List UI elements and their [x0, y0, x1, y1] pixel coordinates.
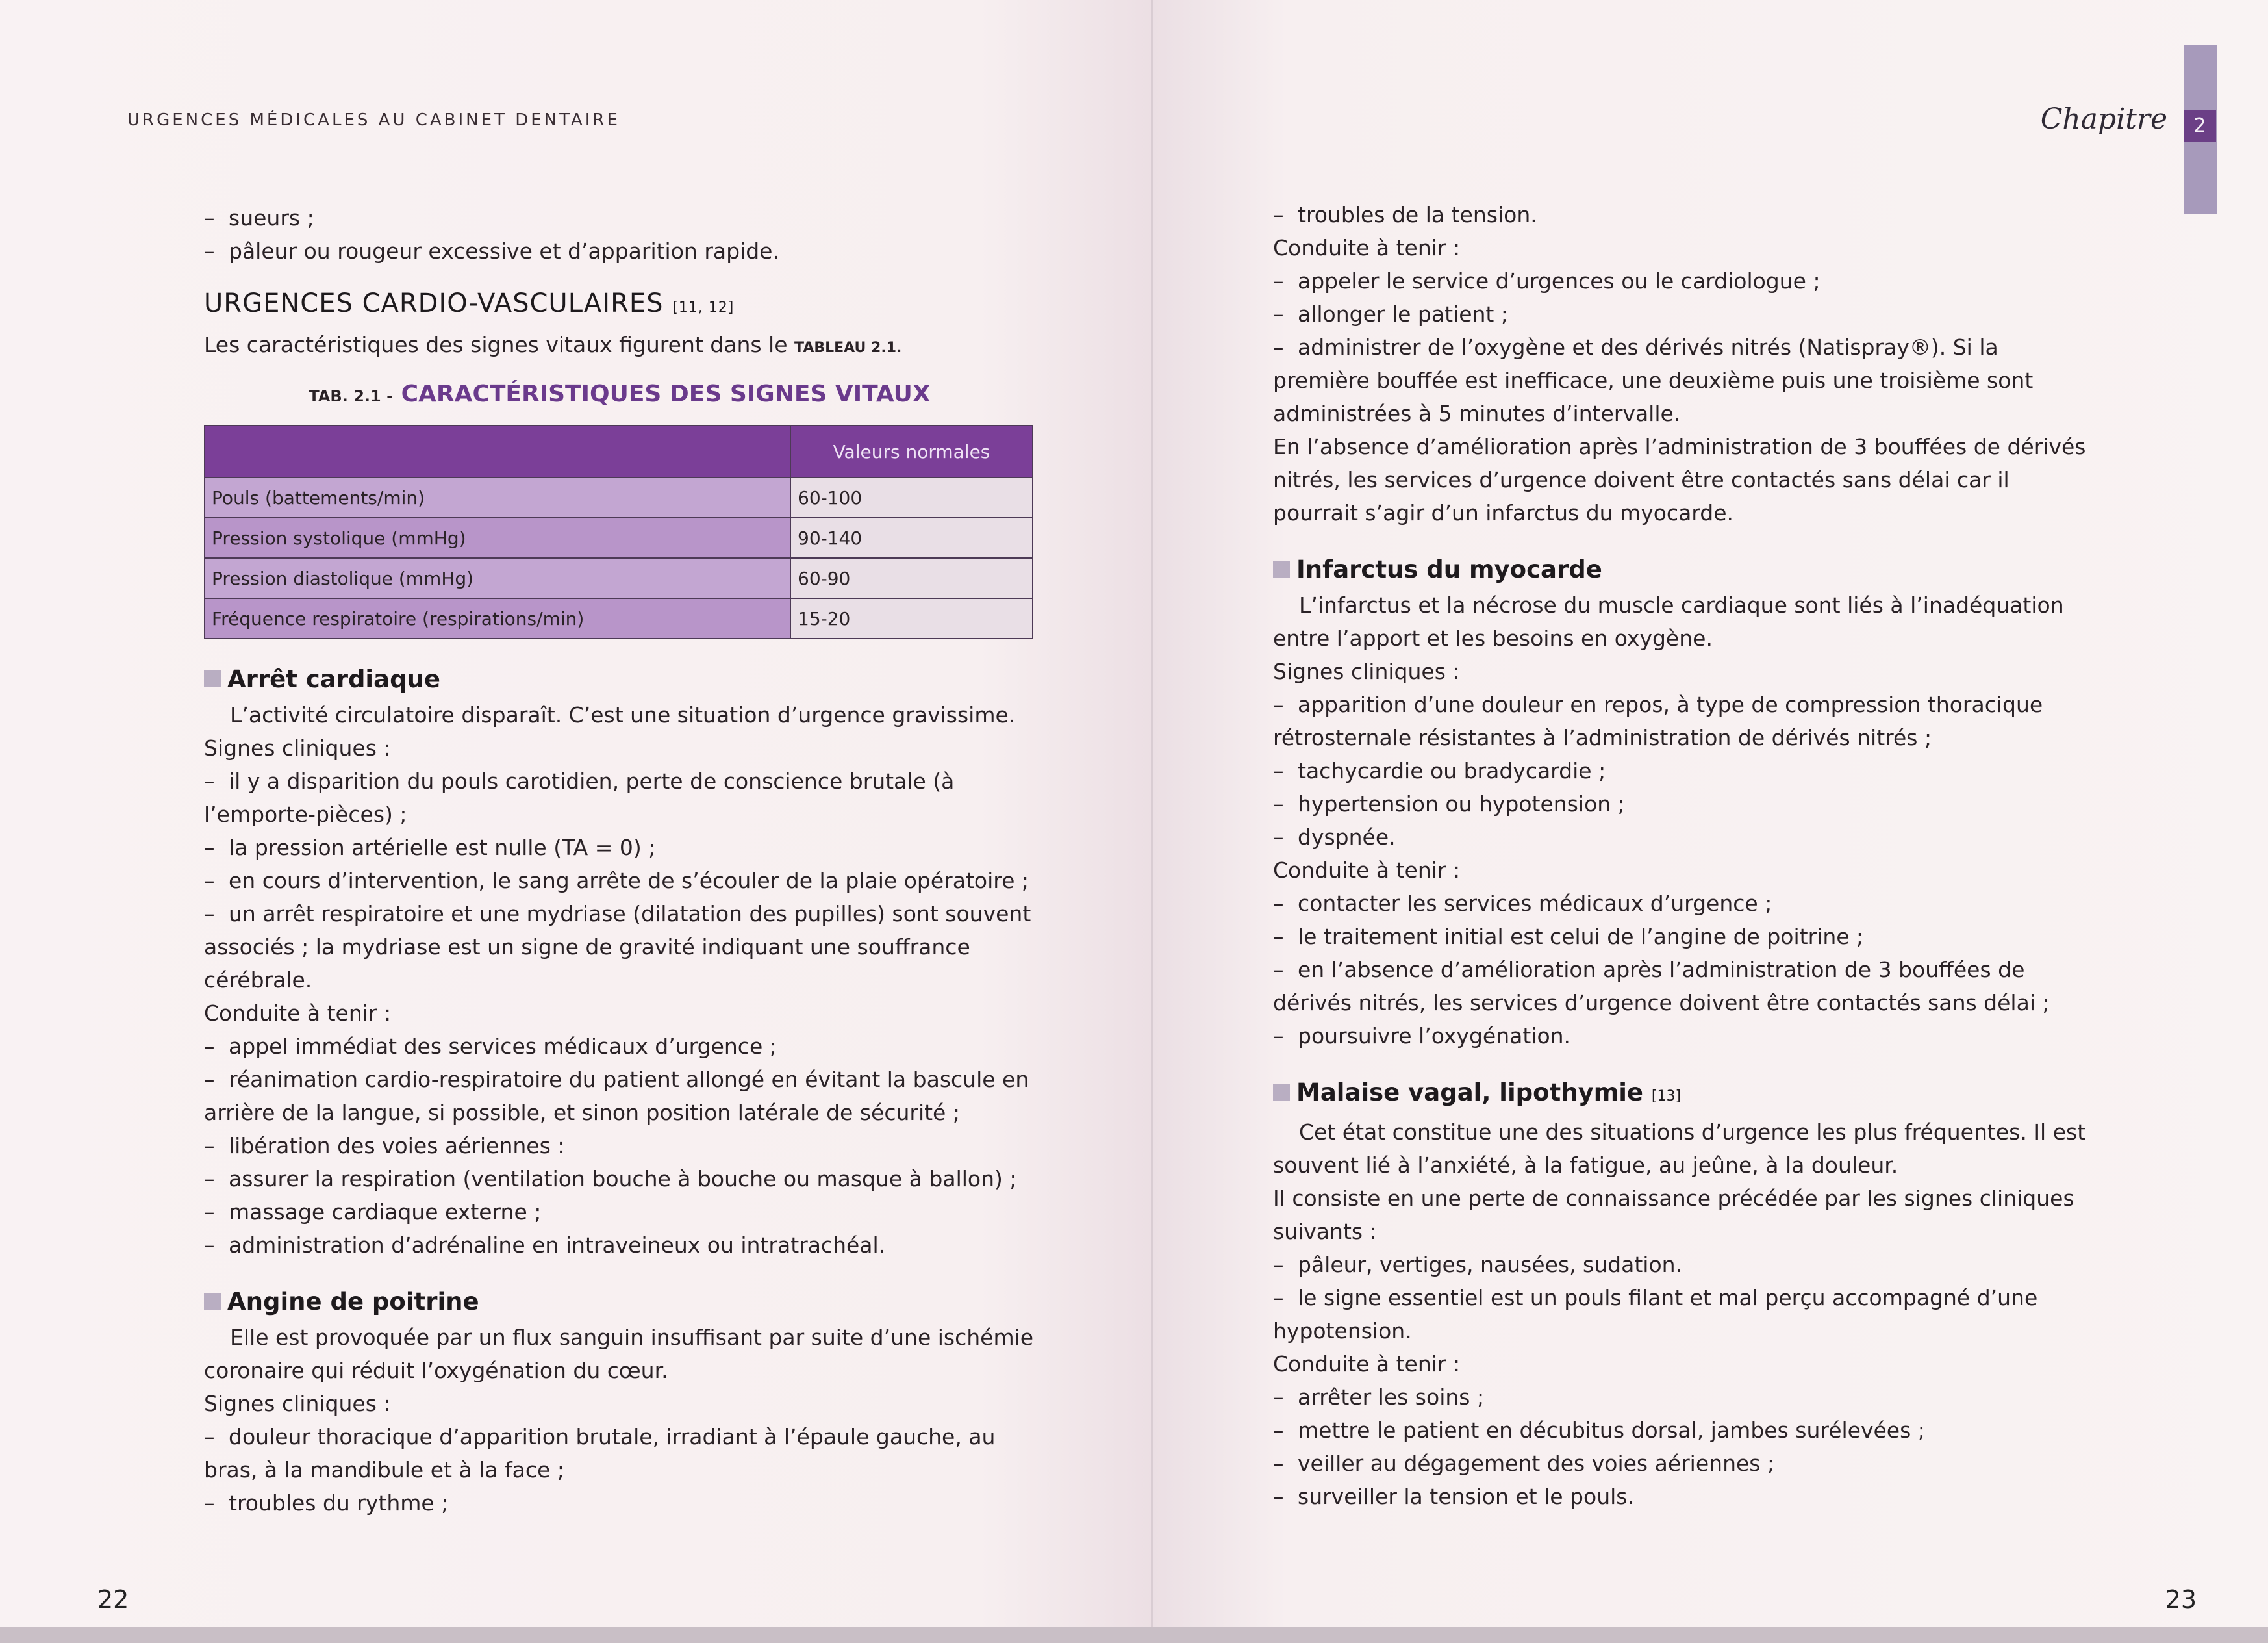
- list-item: – mettre le patient en décubitus dorsal, jambes surélevées ;: [1273, 1418, 1925, 1443]
- paragraph: Elle est provoquée par un flux sanguin insuffisant par suite d’une ischémie coronaire qui réduit l’oxygénation du cœur.: [204, 1325, 1034, 1383]
- table-row: Pouls (battements/min) 60-100: [205, 478, 1033, 518]
- chapter-label: Chapitre: [2040, 103, 2167, 136]
- subsection-title-arret: Arrêt cardiaque: [204, 663, 1035, 696]
- table-caption: TAB. 2.1 - CARACTÉRISTIQUES DES SIGNES VITAUX: [309, 381, 931, 407]
- list-item: – sueurs ;: [204, 205, 314, 231]
- list-item: – administrer de l’oxygène et des dérivés nitrés (Natispray®). Si la première bouffée est inefficace, une deuxième puis une troisième sont administrées à 5 minutes d’intervalle.: [1273, 335, 2034, 426]
- list-item: – hypertension ou hypotension ;: [1273, 791, 1625, 817]
- label: Signes cliniques :: [204, 735, 391, 761]
- list-item: – le traitement initial est celui de l’angine de poitrine ;: [1273, 924, 1864, 949]
- list-item: – la pression artérielle est nulle (TA = 0) ;: [204, 835, 656, 860]
- list-item: – le signe essentiel est un pouls filant et mal perçu accompagné d’une hypotension.: [1273, 1285, 2038, 1344]
- paragraph: Il consiste en une perte de connaissance précédée par les signes cliniques suivants :: [1273, 1186, 2074, 1244]
- label: Conduite à tenir :: [1273, 1351, 1461, 1377]
- list-item: – dyspnée.: [1273, 824, 1396, 850]
- label: Conduite à tenir :: [1273, 858, 1461, 883]
- list-item: – libération des voies aériennes :: [204, 1133, 565, 1158]
- scan-edge: [0, 1627, 2268, 1643]
- chapter-number: 2: [2184, 110, 2216, 142]
- square-bullet-icon: [204, 1293, 221, 1310]
- list-item: – tachycardie ou bradycardie ;: [1273, 758, 1606, 783]
- square-bullet-icon: [204, 670, 221, 687]
- list-item: – troubles de la tension.: [1273, 202, 1537, 227]
- list-item: – un arrêt respiratoire et une mydriase (dilatation des pupilles) sont souvent associés ; la mydriase est un signe de gravité indiquant une souffrance cérébrale.: [204, 901, 1031, 993]
- list-item: – réanimation cardio-respiratoire du patient allongé en évitant la bascule en arrière de la langue, si possible, et sinon position latérale de sécurité ;: [204, 1067, 1029, 1125]
- label: Signes cliniques :: [1273, 659, 1460, 684]
- list-item: – appeler le service d’urgences ou le cardiologue ;: [1273, 268, 1821, 294]
- label: Signes cliniques :: [204, 1391, 391, 1416]
- table-row: Pression diastolique (mmHg) 60-90: [205, 558, 1033, 598]
- paragraph: L’infarctus et la nécrose du muscle cardiaque sont liés à l’inadéquation entre l’apport et les besoins en oxygène.: [1273, 592, 2064, 651]
- page-number: 23: [2165, 1585, 2197, 1614]
- running-head: URGENCES MÉDICALES AU CABINET DENTAIRE: [127, 110, 620, 130]
- table-header: Valeurs normales: [790, 426, 1033, 478]
- subsection-title-malaise: Malaise vagal, lipothymie [13]: [1273, 1076, 2098, 1113]
- section-intro: Les caractéristiques des signes vitaux figurent dans le TABLEAU 2.1.: [204, 332, 902, 357]
- list-item: – surveiller la tension et le pouls.: [1273, 1484, 1634, 1509]
- list-item: – veiller au dégagement des voies aériennes ;: [1273, 1451, 1775, 1476]
- list-item: – pâleur ou rougeur excessive et d’apparition rapide.: [204, 238, 779, 264]
- vital-signs-table: [204, 425, 1033, 639]
- page-number: 22: [97, 1585, 129, 1614]
- list-item: – il y a disparition du pouls carotidien, perte de conscience brutale (à l’emporte-pièces) ;: [204, 769, 955, 827]
- list-item: – en cours d’intervention, le sang arrête de s’écouler de la plaie opératoire ;: [204, 868, 1029, 893]
- list-item: – allonger le patient ;: [1273, 301, 1508, 327]
- subsection-title-infarctus: Infarctus du myocarde: [1273, 553, 2098, 586]
- section-title: URGENCES CARDIO-VASCULAIRES [11, 12]: [204, 288, 735, 318]
- table-row: Fréquence respiratoire (respirations/min) 15-20: [205, 598, 1033, 639]
- square-bullet-icon: [1273, 561, 1290, 578]
- list-item: – contacter les services médicaux d’urgence ;: [1273, 891, 1772, 916]
- subsection-title-angine: Angine de poitrine: [204, 1285, 1035, 1318]
- paragraph: L’activité circulatoire disparaît. C’est une situation d’urgence gravissime.: [230, 702, 1016, 728]
- paragraph: En l’absence d’amélioration après l’administration de 3 bouffées de dérivés nitrés, les services d’urgence doivent être contactés sans délai car il pourrait s’agir d’un infarctus du myocarde.: [1273, 434, 2086, 526]
- label: Conduite à tenir :: [204, 1000, 392, 1026]
- right-page: [1153, 0, 2268, 1643]
- list-item: – administration d’adrénaline en intraveineux ou intratrachéal.: [204, 1232, 886, 1258]
- list-item: – assurer la respiration (ventilation bouche à bouche ou masque à ballon) ;: [204, 1166, 1017, 1191]
- table-row: Pression systolique (mmHg) 90-140: [205, 518, 1033, 558]
- list-item: – massage cardiaque externe ;: [204, 1199, 542, 1225]
- list-item: – apparition d’une douleur en repos, à type de compression thoracique rétrosternale résistantes à l’administration de dérivés nitrés ;: [1273, 692, 2043, 750]
- list-item: – troubles du rythme ;: [204, 1490, 449, 1516]
- list-item: – douleur thoracique d’apparition brutale, irradiant à l’épaule gauche, au bras, à la mandibule et à la face ;: [204, 1424, 996, 1483]
- square-bullet-icon: [1273, 1084, 1290, 1101]
- list-item: – pâleur, vertiges, nausées, sudation.: [1273, 1252, 1683, 1277]
- label: Conduite à tenir :: [1273, 235, 1461, 261]
- list-item: – poursuivre l’oxygénation.: [1273, 1023, 1571, 1049]
- list-item: – appel immédiat des services médicaux d’urgence ;: [204, 1034, 777, 1059]
- right-column: [1273, 198, 2098, 1513]
- list-item: – arrêter les soins ;: [1273, 1384, 1485, 1410]
- paragraph: Cet état constitue une des situations d’urgence les plus fréquentes. Il est souvent lié à l’anxiété, à la fatigue, au jeûne, à la douleur.: [1273, 1119, 2086, 1178]
- left-column: [204, 201, 1035, 1520]
- list-item: – en l’absence d’amélioration après l’administration de 3 bouffées de dérivés nitrés, les services d’urgence doivent être contactés sans délai ;: [1273, 957, 2050, 1015]
